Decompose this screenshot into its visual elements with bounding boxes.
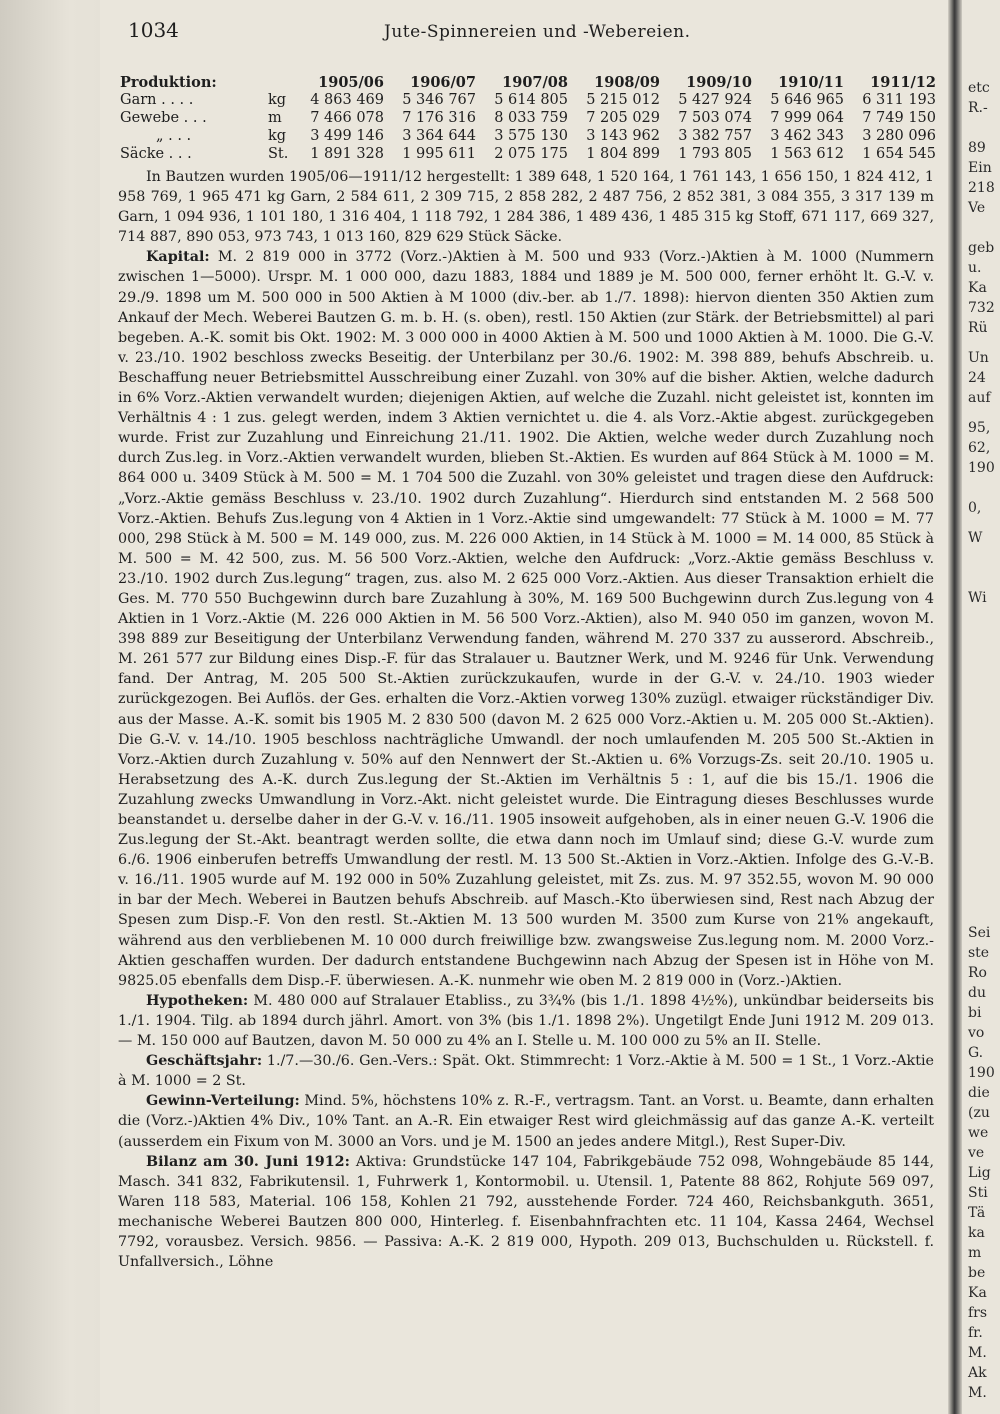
cell: 4 863 469	[310, 92, 384, 108]
adjacent-page-fragment-text: geb	[968, 240, 995, 256]
section-label-bilanz: Bilanz am 30. Juni 1912:	[146, 1153, 350, 1170]
adjacent-page-fragment-text: 732	[968, 300, 995, 316]
adjacent-page-fragment-text: m	[968, 1245, 982, 1261]
cell: 7 999 064	[770, 110, 844, 126]
adjacent-page-fragment-text: Sti	[968, 1185, 988, 1201]
adjacent-page-fragment-text: Sei	[968, 925, 991, 941]
adjacent-page-fragment-text: M.	[968, 1345, 987, 1361]
adjacent-page-fragment-text: Lig	[968, 1165, 991, 1181]
cell: 1 563 612	[770, 146, 844, 162]
paragraph-gewinn-verteilung	[118, 1091, 934, 1151]
adjacent-page-fragment-text: 24	[968, 370, 986, 386]
adjacent-page-fragment-text: M.	[968, 1385, 987, 1401]
adjacent-page-fragment-text: ka	[968, 1225, 985, 1241]
paragraph-text: 1./7.—30./6. Gen.-Vers.: Spät. Okt. Stimmrecht: 1 Vorz.-Aktie à M. 500 = 1 St., 1 Vorz.-Aktie à M. 1000 = 2 St.	[118, 1053, 935, 1090]
item-name: Garn . . . .	[120, 92, 194, 108]
paragraph-text: Mind. 5%, höchstens 10% z. R.-F., vertragsm. Tant. an Vorst. u. Beamte, dann erhalten die (Vorz.-)Aktien 4% Div., 10% Tant. an A.-R. Ein etwaiger Rest wird gleichmässig auf das ganze A.-K. verteilt (ausserdem ein Fixum von M. 3000 an Vors. und je M. 1500 an jedes andere Mitgl.), Rest Super-Div.	[118, 1093, 935, 1150]
cell: 1 793 805	[678, 146, 752, 162]
adjacent-page-fragment	[962, 0, 1000, 1414]
adjacent-page-fragment-text: vo	[968, 1025, 985, 1041]
paragraph-text: In Bautzen wurden 1905/06—1911/12 hergestellt: 1 389 648, 1 520 164, 1 761 143, 1 656 150, 1 824 412, 1 958 769, 1 965 471 kg Garn, 2 584 611, 2 309 715, 2 858 282, 2 487 756, 2 852 381, 3 084 355, 3 317 139 m Garn, 1 094 936, 1 101 180, 1 316 404, 1 118 792, 1 284 386, 1 489 436, 1 485 315 kg Stoff, 671 117, 669 327, 714 887, 890 053, 973 743, 1 013 160, 829 629 Stück Säcke.	[118, 169, 934, 246]
cell: 3 462 343	[770, 128, 844, 144]
cell: 1 891 328	[310, 146, 384, 162]
adjacent-page-fragment-text: 190	[968, 460, 995, 476]
cell: 7 176 316	[402, 110, 476, 126]
adjacent-page-fragment-text: bi	[968, 1005, 982, 1021]
section-label-geschaeftsjahr: Geschäftsjahr:	[146, 1053, 263, 1070]
cell: 5 346 767	[402, 92, 476, 108]
unit: kg	[268, 128, 287, 144]
adjacent-page-fragment-text: 89	[968, 140, 986, 156]
table-row	[120, 146, 944, 164]
adjacent-page-fragment-text: be	[968, 1265, 986, 1281]
section-label-kapital: Kapital:	[146, 249, 210, 266]
book-gutter	[948, 0, 962, 1414]
year-header: 1905/06	[318, 74, 384, 91]
cell: 7 503 074	[678, 110, 752, 126]
adjacent-page-fragment-text: u.	[968, 260, 982, 276]
cell: 3 364 644	[402, 128, 476, 144]
production-table	[120, 74, 944, 164]
cell: 2 075 175	[494, 146, 568, 162]
adjacent-page-fragment-text: G.	[968, 1045, 984, 1061]
production-header-row	[120, 74, 944, 92]
adjacent-page-fragment-text: Ein	[968, 160, 992, 176]
paragraph-hypotheken	[118, 991, 934, 1051]
left-margin	[0, 0, 100, 1414]
adjacent-page-fragment-text: etc	[968, 80, 990, 96]
paragraph-bautzen	[118, 167, 934, 247]
adjacent-page-fragment-text: 190	[968, 1065, 995, 1081]
cell: 3 499 146	[310, 128, 384, 144]
year-header: 1909/10	[686, 74, 752, 91]
table-row	[120, 128, 944, 146]
paragraph-geschaeftsjahr	[118, 1051, 934, 1091]
paragraph-kapital	[118, 247, 934, 990]
cell: 7 749 150	[862, 110, 936, 126]
adjacent-page-fragment-text: Ka	[968, 280, 987, 296]
item-name: „ . . .	[156, 128, 192, 144]
adjacent-page-fragment-text: auf	[968, 390, 991, 406]
year-header: 1911/12	[870, 74, 936, 91]
unit: m	[268, 110, 282, 126]
section-label-hypotheken: Hypotheken:	[146, 992, 249, 1009]
cell: 7 466 078	[310, 110, 384, 126]
adjacent-page-fragment-text: 0,	[968, 500, 982, 516]
adjacent-page-fragment-text: Tä	[968, 1205, 986, 1221]
paragraph-text: M. 2 819 000 in 3772 (Vorz.-)Aktien à M. 500 und 933 (Vorz.-)Aktien à M. 1000 (Nummern zwischen 1—5000). Urspr. M. 1 000 000, dazu 1883, 1884 und 1889 je M. 500 000, ferner erhöht lt. G.-V. v. 29./9. 1898 um M. 500 000 in 500 Aktien à M 1000 (div.-ber. ab 1./7. 1898): hiervon dienten 350 Aktien zum Ankauf der Mech. Weberei Bautzen G. m. b. H. (s. oben), restl. 150 Aktien (zur Stärk. der Betriebsmittel) al pari begeben. A.-K. somit bis Okt. 1902: M. 3 000 000 in 4000 Aktien à M. 500 und 1000 Aktien à M. 1000. Die G.-V. v. 23./10. 1902 beschloss zwecks Beseitig. der Unterbilanz per 30./6. 1902: M. 398 889, behufs Abschreib. u. Beschaffung neuer Betriebsmittel Ausschreibung einer Zuzahl. von 30% auf die bisher. Aktien, welche dadurch in 6% Vorz.-Aktien verwandelt wurden; diejenigen Aktien, auf welche die Zuzahl. nicht geleistet ist, konnten im Verhältnis 4 : 1 zus. gelegt werden, indem 3 Aktien vernichtet u. die 4. als Vorz.-Aktie abgest. zurückgegeben wurde. Frist zur Zuzahlung und Einreichung 21./11. 1902. Die Aktien, welche weder durch Zuzahlung noch durch Zus.leg. in Vorz.-Aktien verwandelt wurden, blieben St.-Aktien. Es wurden auf 864 Stück à M. 1000 = M. 864 000 u. 3409 Stück à M. 500 = M. 1 704 500 die Zuzahl. von 30% geleistet und tragen diese den Aufdruck: „Vorz.-Aktie gemäss Beschluss v. 23./10. 1902 durch Zuzahlung“. Hierdurch sind entstanden M. 2 568 500 Vorz.-Aktien. Behufs Zus.legung von 4 Aktien in 1 Vorz.-Aktie sind umgewandelt: 77 Stück à M. 1000 = M. 77 000, 298 Stück à M. 500 = M. 149 000, zus. M. 226 000 Aktien, in 14 Stück à M. 1000 = M. 14 000, 85 Stück à M. 500 = M. 42 500, zus. M. 56 500 Vorz.-Aktien, welche den Aufdruck: „Vorz.-Aktie gemäss Beschluss v. 23./10. 1902 durch Zus.legung“ tragen, zus. also M. 2 625 000 Vorz.-Aktien. Aus dieser Transaktion erhielt die Ges. M. 770 550 Buchgewinn durch bare Zuzahlung à 30%, M. 169 500 Buchgewinn durch Zus.legung von 4 Aktien in 1 Vorz.-Aktie (M. 226 000 Aktien in M. 56 500 Vorz.-Aktien), also M. 940 050 im ganzen, wovon M. 398 889 zur Beseitigung der Unterbilanz Verwendung fanden, während M. 270 337 zu ausserord. Abschreib., M. 261 577 zur Bildung eines Disp.-F. für das Stralauer u. Bautzner Werk, und M. 9246 für Unk. Verwendung fand. Der Antrag, M. 205 500 St.-Aktien zurückzukaufen, wurde in der G.-V. v. 24./10. 1903 wieder zurückgezogen. Bei Auflös. der Ges. erhalten die Vorz.-Aktien vorweg 130% zuzügl. etwaiger rückständiger Div. aus der Masse. A.-K. somit bis 1905 M. 2 830 500 (davon M. 2 625 000 Vorz.-Aktien u. M. 205 000 St.-Aktien). Die G.-V. v. 14./10. 1905 beschloss nachträgliche Umwandl. der noch umlaufenden M. 205 500 St.-Aktien in Vorz.-Aktien durch Zuzahlung v. 50% auf den Nennwert der St.-Aktien u. 6% Vorzugs-Zs. seit 20./10. 1905 u. Herabsetzung des A.-K. durch Zus.legung der St.-Aktien im Verhältnis 5 : 1, auf die bis 15./1. 1906 die Zuzahlung zwecks Umwandlung in Vorz.-Akt. nicht geleistet wurde. Die Eintragung dieses Beschlusses wurde beanstandet u. derselbe daher in der G.-V. v. 16./11. 1905 insoweit aufgehoben, als in einer neuen G.-V. 1906 die Zus.legung der St.-Akt. beantragt werden sollte, die etwa dann noch im Umlauf sind; diese G.-V. wurde zum 6./6. 1906 einberufen betreffs Umwandlung der restl. M. 13 500 St.-Aktien in Vorz.-Aktien. Infolge des G.-V.-B. v. 16./11. 1905 wurde auf M. 192 000 in 50% Zuzahlung geleistet, mit Zs. zus. M. 97 352.55, wovon M. 90 000 in bar der Mech. Weberei in Bautzen behufs Abschreib. auf Masch.-Kto überwiesen sind, Rest nach Abzug der Spesen zum Disp.-F. Von den restl. St.-Aktien M. 13 500 wurden M. 3500 zum Kurse von 21% angekauft, während aus den verbliebenen M. 10 000 durch freiwillige bzw. zwangsweise Zus.legung nom. M. 2000 Vorz.-Aktien geschaffen wurden. Der dadurch entstandene Buchgewinn nach Abzug der Spesen ist in Höhe von M. 9825.05 ebenfalls dem Disp.-F. überwiesen. A.-K. nunmehr wie oben M. 2 819 000 in (Vorz.-)Aktien.	[118, 249, 934, 989]
adjacent-page-fragment-text: (zu	[968, 1105, 990, 1121]
cell: 5 215 012	[586, 92, 660, 108]
table-row	[120, 110, 944, 128]
adjacent-page-fragment-text: fr.	[968, 1325, 983, 1341]
production-label: Produktion:	[120, 74, 217, 91]
adjacent-page-fragment-text: 218	[968, 180, 995, 196]
cell: 5 427 924	[678, 92, 752, 108]
adjacent-page-fragment-text: Ak	[968, 1365, 987, 1381]
adjacent-page-fragment-text: ve	[968, 1145, 985, 1161]
section-label-gewinn-verteilung: Gewinn-Verteilung:	[146, 1093, 300, 1110]
page-header	[128, 18, 928, 46]
cell: 7 205 029	[586, 110, 660, 126]
cell: 5 614 805	[494, 92, 568, 108]
cell: 3 143 962	[586, 128, 660, 144]
item-name: Gewebe . . .	[120, 110, 207, 126]
cell: 3 575 130	[494, 128, 568, 144]
page-number: 1034	[128, 18, 179, 42]
year-header: 1906/07	[410, 74, 476, 91]
adjacent-page-fragment-text: Ka	[968, 1285, 987, 1301]
adjacent-page-fragment-text: W	[968, 530, 983, 546]
adjacent-page-fragment-text: Un	[968, 350, 989, 366]
paragraph-text: Aktiva: Grundstücke 147 104, Fabrikgebäude 752 098, Wohngebäude 85 144, Masch. 341 832, Fabrikutensil. 1, Fuhrwerk 1, Kontormobil. u. Utensil. 1, Patente 88 862, Rohjute 569 097, Waren 118 583, Material. 106 158, Kohlen 21 792, ausstehende Forder. 724 460, Reichsbankguth. 3651, mechanische Weberei Bautzen 800 000, Hinterleg. f. Eisenbahnfrachten etc. 11 104, Kassa 2464, Wechsel 7792, vorausbez. Versich. 9856. — Passiva: A.-K. 2 819 000, Hypoth. 209 013, Buchschulden u. Rückstell. f. Unfallversich., Löhne	[118, 1153, 935, 1271]
year-header: 1910/11	[778, 74, 844, 91]
cell: 5 646 965	[770, 92, 844, 108]
adjacent-page-fragment-text: frs	[968, 1305, 988, 1321]
adjacent-page-fragment-text: R.-	[968, 100, 988, 116]
unit: kg	[268, 92, 287, 108]
table-row	[120, 92, 944, 110]
main-text	[118, 167, 934, 1272]
adjacent-page-fragment-text: 62,	[968, 440, 991, 456]
paragraph-bilanz	[118, 1152, 934, 1273]
adjacent-page-fragment-text: Rü	[968, 320, 988, 336]
unit: St.	[268, 146, 289, 162]
adjacent-page-fragment-text: die	[968, 1085, 990, 1101]
running-title: Jute-Spinnereien und -Webereien.	[384, 22, 691, 42]
cell: 1 995 611	[402, 146, 476, 162]
cell: 6 311 193	[862, 92, 936, 108]
cell: 1 654 545	[862, 146, 936, 162]
cell: 8 033 759	[494, 110, 568, 126]
adjacent-page-fragment-text: ste	[968, 945, 990, 961]
year-header: 1907/08	[502, 74, 568, 91]
adjacent-page-fragment-text: Wi	[968, 590, 987, 606]
adjacent-page-fragment-text: Ro	[968, 965, 987, 981]
adjacent-page-fragment-text: 95,	[968, 420, 991, 436]
cell: 3 280 096	[862, 128, 936, 144]
cell: 3 382 757	[678, 128, 752, 144]
year-header: 1908/09	[594, 74, 660, 91]
cell: 1 804 899	[586, 146, 660, 162]
adjacent-page-fragment-text: du	[968, 985, 986, 1001]
paragraph-text: M. 480 000 auf Stralauer Etabliss., zu 3¾% (bis 1./1. 1898 4½%), unkündbar beiderseits bis 1./1. 1904. Tilg. ab 1894 durch jährl. Amort. von 3% (bis 1./1. 1898 2%). Ungetilgt Ende Juni 1912 M. 209 013. — M. 150 000 auf Bautzen, davon M. 50 000 zu 4% an I. Stelle u. M. 100 000 zu 5% an II. Stelle.	[118, 992, 934, 1050]
adjacent-page-fragment-text: we	[968, 1125, 989, 1141]
adjacent-page-fragment-text: Ve	[968, 200, 986, 216]
item-name: Säcke . . .	[120, 146, 192, 162]
